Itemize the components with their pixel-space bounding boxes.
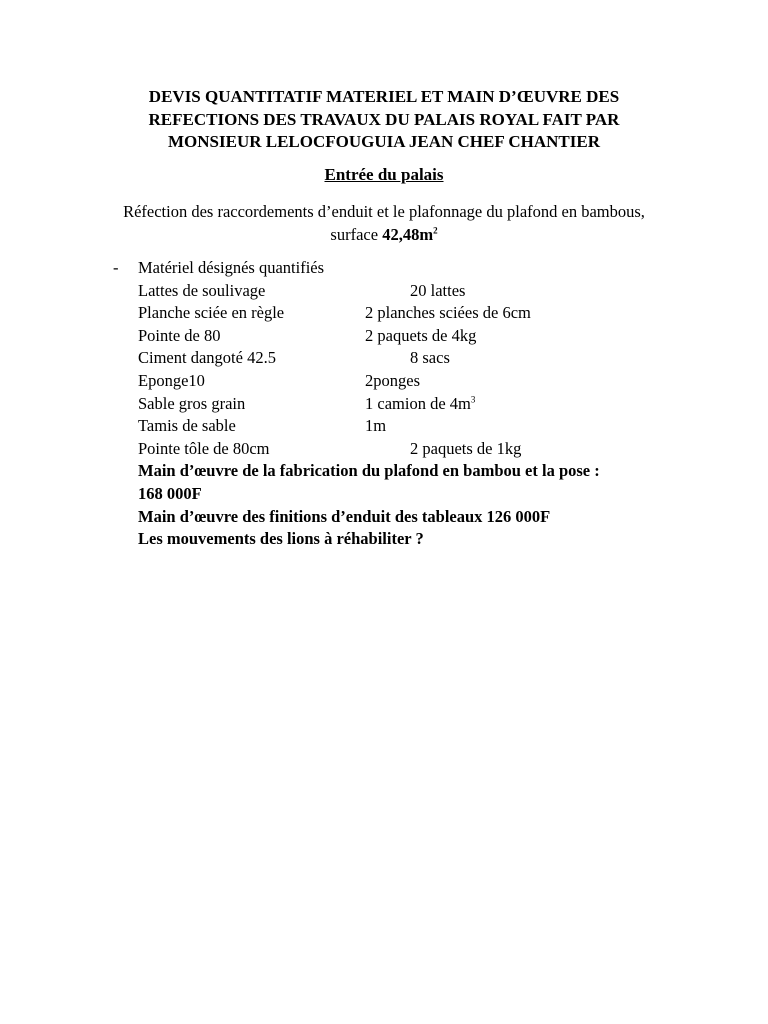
material-name: Pointe tôle de 80cm [138, 438, 270, 458]
material-name: Eponge10 [138, 370, 205, 390]
material-name: Pointe de 80 [138, 325, 221, 345]
material-name: Sable gros grain [138, 393, 246, 413]
document-title [100, 86, 668, 154]
description-line-1: Réfection des raccordements d’enduit et le plafonnage du plafond en bambous, [123, 202, 645, 221]
labor-finishing-line: Main d’œuvre des finitions d’enduit des tableaux 126 000F [138, 506, 551, 526]
labor-fabrication-line: Main d’œuvre de la fabrication du plafond en bambou et la pose : [138, 461, 600, 481]
surface-exponent: 2 [433, 225, 438, 235]
material-quantity: 1m [365, 416, 387, 436]
material-quantity: 1 camion de $4m^3$ [365, 393, 476, 413]
material-row [113, 302, 673, 325]
material-row [113, 280, 673, 303]
work-description [60, 201, 708, 246]
materials-heading: Matériel désignés quantifiés [138, 258, 325, 277]
material-quantity: 2 paquets de 1kg [410, 438, 522, 458]
surface-value: $42,48m^2$ [382, 224, 438, 244]
materials-heading-row [113, 257, 673, 280]
description-line-2 [60, 224, 708, 247]
material-row [113, 325, 673, 348]
material-row [113, 415, 673, 438]
material-name: Tamis de sable [138, 416, 236, 436]
material-row [113, 393, 673, 416]
material-quantity: 20 lattes [410, 280, 466, 300]
material-name: Lattes de soulivage [138, 280, 266, 300]
material-name: Planche sciée en règle [138, 303, 285, 323]
material-name: Ciment dangoté 42.5 [138, 348, 276, 368]
material-row [113, 438, 673, 461]
material-quantity: 2ponges [365, 370, 420, 390]
lions-question-line: Les mouvements des lions à réhabiliter ? [138, 529, 424, 549]
material-quantity: 2 paquets de 4kg [365, 325, 477, 345]
title-line-1: DEVIS QUANTITATIF MATERIEL ET MAIN D’ŒUVRE DES [148, 87, 620, 106]
material-quantity: 8 sacs [410, 348, 450, 368]
title-line-2: REFECTIONS DES TRAVAUX DU PALAIS ROYAL FAIT PAR [148, 109, 620, 129]
labor-fabrication-cost: 168 000F [138, 483, 202, 503]
materials-list [113, 257, 673, 551]
title-line-3: MONSIEUR LELOCFOUGUIA JEAN CHEF CHANTIER [168, 132, 600, 151]
section-heading: Entrée du palais [324, 165, 444, 184]
material-row [113, 347, 673, 370]
material-row [113, 370, 673, 393]
quantity-exponent: 3 [470, 394, 476, 405]
list-bullet: - [113, 258, 119, 277]
surface-prefix: surface [330, 224, 383, 244]
material-quantity: 2 planches sciées de 6cm [365, 303, 531, 323]
